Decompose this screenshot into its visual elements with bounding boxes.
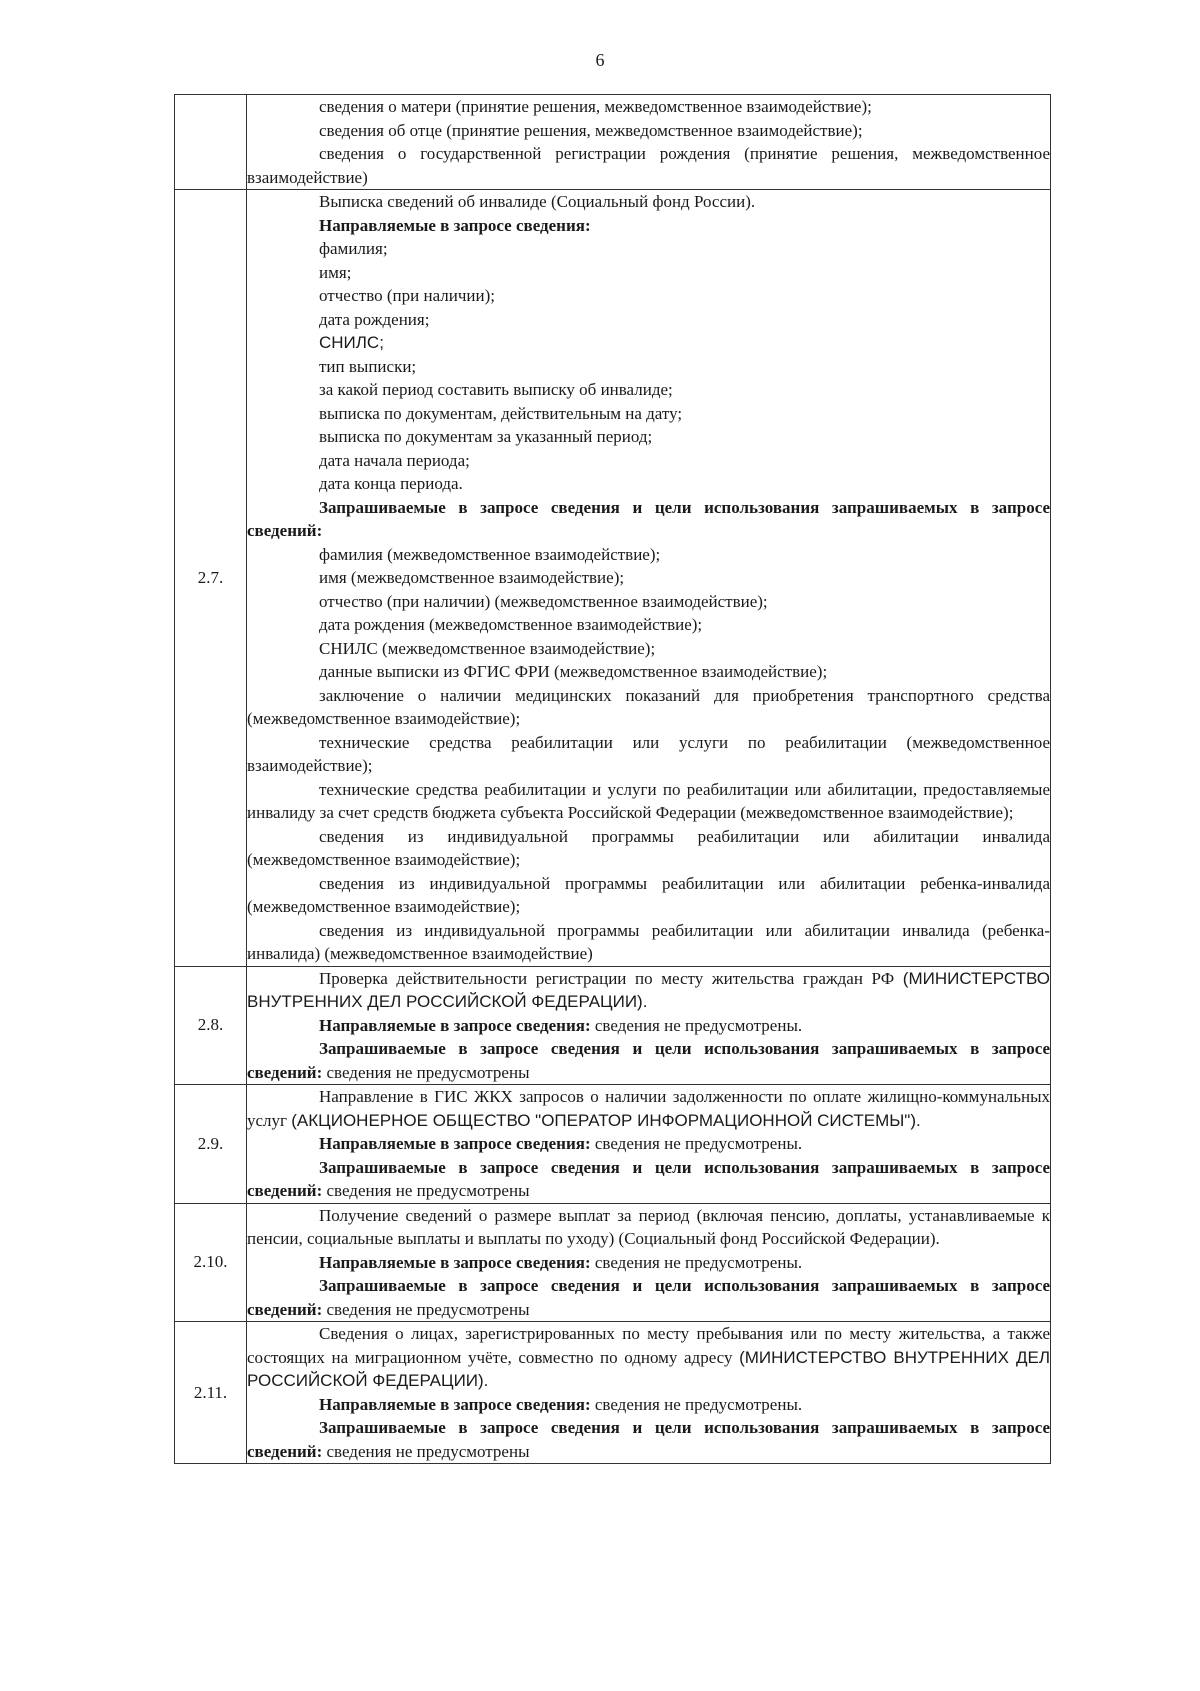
organization-name: (АКЦИОНЕРНОЕ ОБЩЕСТВО "ОПЕРАТОР ИНФОРМАЦИОННОЙ СИСТЕМЫ"). xyxy=(291,1110,921,1130)
row-number xyxy=(175,95,247,190)
paragraph-text: сведения из индивидуальной программы реабилитации или абилитации ребенка-инвалида (межведомственное взаимодействие); xyxy=(247,873,1050,916)
table-row xyxy=(175,95,1051,190)
page-number: 6 xyxy=(595,50,605,70)
paragraph xyxy=(247,967,1050,1014)
paragraph xyxy=(247,1204,1050,1251)
paragraph-text: сведения об отце (принятие решения, межведомственное взаимодействие); xyxy=(319,120,863,140)
bold-heading: Направляемые в запросе сведения: xyxy=(319,1252,591,1272)
bold-heading: Запрашиваемые в запросе сведения и цели использования запрашиваемых в запросе сведений: xyxy=(247,1418,1050,1461)
paragraph-text: технические средства реабилитации и услуги по реабилитации или абилитации, предоставляемые инвалиду за счет средств бюджета субъекта Российской Федерации (межведомственное взаимодействие); xyxy=(247,779,1050,822)
paragraph-text: сведения не предусмотрены. xyxy=(590,1134,803,1153)
paragraph-text: сведения не предусмотрены xyxy=(322,1062,530,1082)
paragraph-text: выписка по документам, действительным на дату; xyxy=(319,403,683,423)
paragraph xyxy=(247,237,1050,261)
paragraph-text: имя; xyxy=(319,262,352,282)
paragraph xyxy=(247,284,1050,308)
paragraph xyxy=(247,1393,1050,1417)
paragraph xyxy=(247,825,1050,872)
organization-name: (МИНИСТЕРСТВО ВНУТРЕННИХ ДЕЛ РОССИЙСКОЙ ФЕДЕРАЦИИ). xyxy=(247,1347,1051,1390)
bold-heading: Направляемые в запросе сведения: xyxy=(319,215,591,235)
paragraph xyxy=(247,778,1050,825)
paragraph-text: дата рождения (межведомственное взаимодействие); xyxy=(319,615,703,634)
paragraph-text: дата конца периода. xyxy=(319,474,463,493)
paragraph xyxy=(247,543,1050,567)
organization-name: (МИНИСТЕРСТВО ВНУТРЕННИХ ДЕЛ РОССИЙСКОЙ ФЕДЕРАЦИИ). xyxy=(247,968,1051,1011)
row-number: 2.7. xyxy=(175,190,247,967)
table-row xyxy=(175,1322,1051,1464)
paragraph xyxy=(247,261,1050,285)
paragraph xyxy=(247,331,1050,355)
row-content xyxy=(247,1203,1051,1322)
paragraph-text: технические средства реабилитации или услуги по реабилитации (межведомственное взаимодействие); xyxy=(247,732,1050,775)
row-content xyxy=(247,1322,1051,1464)
paragraph-text: данные выписки из ФГИС ФРИ (межведомственное взаимодействие); xyxy=(319,662,828,681)
paragraph-text: сведения не предусмотрены. xyxy=(590,1252,803,1272)
bold-heading: Направляемые в запросе сведения: xyxy=(319,1134,591,1153)
paragraph-text: Выписка сведений об инвалиде (Социальный фонд России). xyxy=(319,192,756,211)
paragraph-text: сведения не предусмотрены. xyxy=(590,1015,803,1035)
row-content xyxy=(247,1085,1051,1204)
paragraph xyxy=(247,566,1050,590)
paragraph xyxy=(247,637,1050,661)
bold-heading: Запрашиваемые в запросе сведения и цели использования запрашиваемых в запросе сведений: xyxy=(247,1039,1050,1082)
paragraph xyxy=(247,472,1050,496)
paragraph-text: Направление в ГИС ЖКХ запросов о наличии задолженности по оплате жилищно-коммунальных услуг xyxy=(247,1087,1050,1130)
paragraph-text: Проверка действительности регистрации по месту жительства граждан РФ xyxy=(319,968,895,988)
paragraph-text: отчество (при наличии); xyxy=(319,286,495,305)
paragraph-text: сведения не предусмотрены xyxy=(322,1299,530,1319)
paragraph xyxy=(247,378,1050,402)
paragraph xyxy=(247,214,1050,238)
paragraph xyxy=(247,449,1050,473)
paragraph-text: дата рождения; xyxy=(319,309,430,329)
paragraph xyxy=(247,355,1050,379)
bold-heading: Направляемые в запросе сведения: xyxy=(319,1394,591,1414)
paragraph-text: сведения не предусмотрены xyxy=(322,1441,530,1461)
paragraph-text: Получение сведений о размере выплат за период (включая пенсию, доплаты, устанавливаемые к пенсии, социальные выплаты и выплаты по уходу) (Социальный фонд Российской Федерации). xyxy=(247,1205,1050,1248)
table-row xyxy=(175,966,1051,1085)
paragraph xyxy=(247,119,1050,143)
paragraph xyxy=(247,308,1050,332)
row-content xyxy=(247,190,1051,967)
paragraph-text: фамилия; xyxy=(319,239,388,258)
paragraph xyxy=(247,1037,1050,1084)
paragraph xyxy=(247,1085,1050,1132)
paragraph-text: заключение о наличии медицинских показаний для приобретения транспортного средства (межведомственное взаимодействие); xyxy=(247,685,1050,728)
paragraph-text: тип выписки; xyxy=(319,356,417,376)
paragraph xyxy=(247,402,1050,426)
row-number: 2.11. xyxy=(175,1322,247,1464)
bold-heading: Направляемые в запросе сведения: xyxy=(319,1015,591,1035)
paragraph xyxy=(247,660,1050,684)
paragraph-text: сведения из индивидуальной программы реабилитации или абилитации инвалида (ребенка-инвалида) (межведомственное взаимодействие) xyxy=(247,920,1050,963)
paragraph xyxy=(247,1251,1050,1275)
paragraph xyxy=(247,1416,1050,1463)
paragraph xyxy=(247,1156,1050,1203)
paragraph xyxy=(247,1274,1050,1321)
row-number: 2.8. xyxy=(175,966,247,1085)
bold-heading: Запрашиваемые в запросе сведения и цели использования запрашиваемых в запросе сведений: xyxy=(247,1276,1050,1319)
row-number: 2.9. xyxy=(175,1085,247,1204)
paragraph-text: Сведения о лицах, зарегистрированных по месту пребывания или по месту жительства, а также состоящих на миграционном учёте, совместно по одному адресу xyxy=(247,1324,1050,1367)
paragraph-text: отчество (при наличии) (межведомственное взаимодействие); xyxy=(319,591,768,611)
paragraph xyxy=(247,590,1050,614)
paragraph-text: за какой период составить выписку об инвалиде; xyxy=(319,380,673,399)
paragraph-text: фамилия (межведомственное взаимодействие); xyxy=(319,544,661,564)
row-number: 2.10. xyxy=(175,1203,247,1322)
paragraph xyxy=(247,919,1050,966)
paragraph-text: сведения из индивидуальной программы реабилитации или абилитации инвалида (межведомственное взаимодействие); xyxy=(247,826,1050,869)
paragraph-text: сведения не предусмотрены xyxy=(322,1181,530,1200)
paragraph xyxy=(247,1322,1050,1393)
paragraph xyxy=(247,731,1050,778)
paragraph xyxy=(247,142,1050,189)
paragraph xyxy=(247,1014,1050,1038)
paragraph-text: выписка по документам за указанный период; xyxy=(319,427,653,446)
paragraph-text: сведения о государственной регистрации рождения (принятие решения, межведомственное взаимодействие) xyxy=(247,144,1050,187)
paragraph-text: имя (межведомственное взаимодействие); xyxy=(319,568,625,587)
table-row xyxy=(175,1203,1051,1322)
paragraph xyxy=(247,425,1050,449)
paragraph-text: дата начала периода; xyxy=(319,450,470,470)
table-row xyxy=(175,1085,1051,1204)
paragraph-text: сведения о матери (принятие решения, межведомственное взаимодействие); xyxy=(319,97,872,116)
paragraph xyxy=(247,95,1050,119)
paragraph xyxy=(247,496,1050,543)
row-content xyxy=(247,966,1051,1085)
paragraph-text: сведения не предусмотрены. xyxy=(590,1394,803,1414)
paragraph xyxy=(247,190,1050,214)
bold-heading: Запрашиваемые в запросе сведения и цели использования запрашиваемых в запросе сведений: xyxy=(247,497,1050,540)
paragraph-text: СНИЛС (межведомственное взаимодействие); xyxy=(319,638,656,658)
bold-heading: Запрашиваемые в запросе сведения и цели использования запрашиваемых в запросе сведений: xyxy=(247,1157,1050,1200)
paragraph-text: СНИЛС; xyxy=(319,333,384,352)
requests-table-body xyxy=(175,95,1051,1464)
row-content xyxy=(247,95,1051,190)
paragraph xyxy=(247,872,1050,919)
requests-table xyxy=(174,94,1051,1464)
table-row xyxy=(175,190,1051,967)
paragraph xyxy=(247,684,1050,731)
paragraph xyxy=(247,1132,1050,1156)
paragraph xyxy=(247,613,1050,637)
